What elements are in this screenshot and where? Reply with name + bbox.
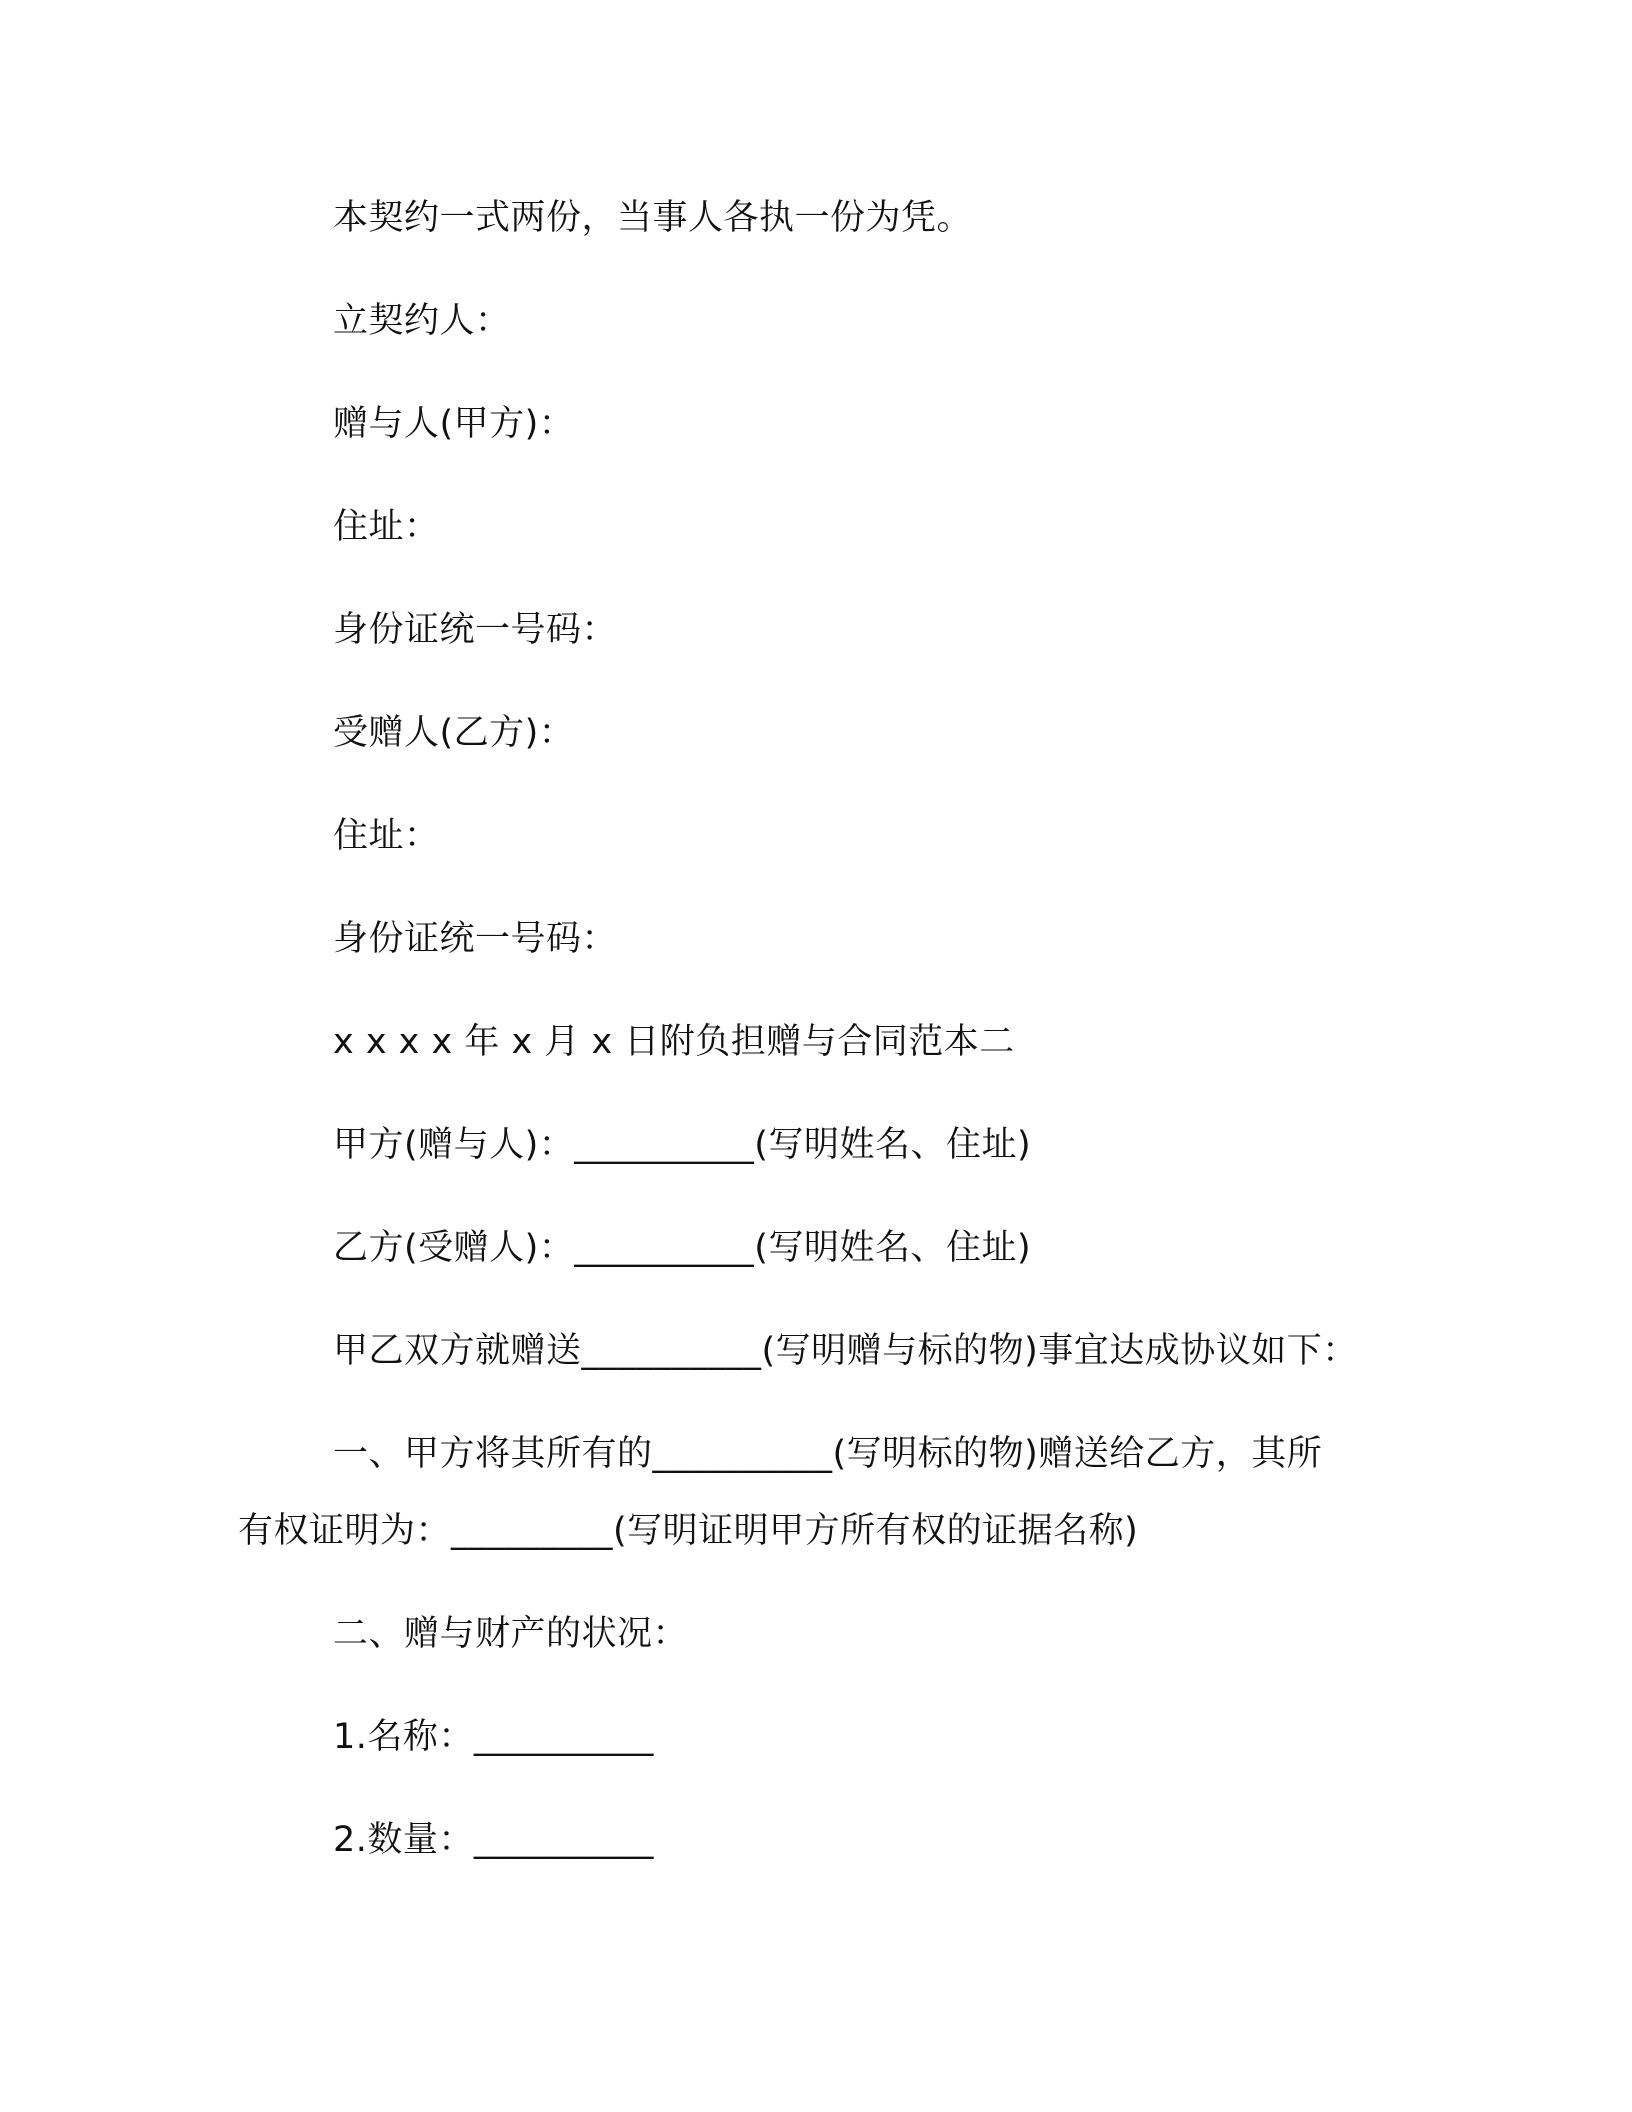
donor-id-number-label: 身份证统一号码： [333,610,618,650]
clause-copies: 本契约一式两份，当事人各执一份为凭。 [333,198,973,238]
item-quantity-line: 2.数量：__________ [333,1820,654,1860]
donor-address-label: 住址： [333,507,440,547]
agreement-intro-line: 甲乙双方就赠送__________(写明赠与标的物)事宜达成协议如下： [333,1331,1358,1371]
item-name-line: 1.名称：__________ [333,1717,654,1757]
donor-party-a-label: 赠与人(甲方)： [333,404,575,444]
donee-id-number-label: 身份证统一号码： [333,919,618,959]
contract-parties-heading: 立契约人： [333,301,511,341]
clause-one-line-1: 一、甲方将其所有的__________(写明标的物)赠送给乙方，其所 [333,1434,1323,1474]
party-b-donee-line: 乙方(受赠人)：__________(写明姓名、住址) [333,1228,1032,1268]
party-a-donor-line: 甲方(赠与人)：__________(写明姓名、住址) [333,1125,1032,1165]
donee-address-label: 住址： [333,816,440,856]
clause-one-line-2: 有权证明为：_________(写明证明甲方所有权的证据名称) [238,1511,1139,1551]
date-and-template-two-title: x x x x 年 x 月 x 日附负担赠与合同范本二 [333,1022,1015,1062]
clause-two-heading: 二、赠与财产的状况： [333,1614,689,1654]
donee-party-b-label: 受赠人(乙方)： [333,713,575,753]
